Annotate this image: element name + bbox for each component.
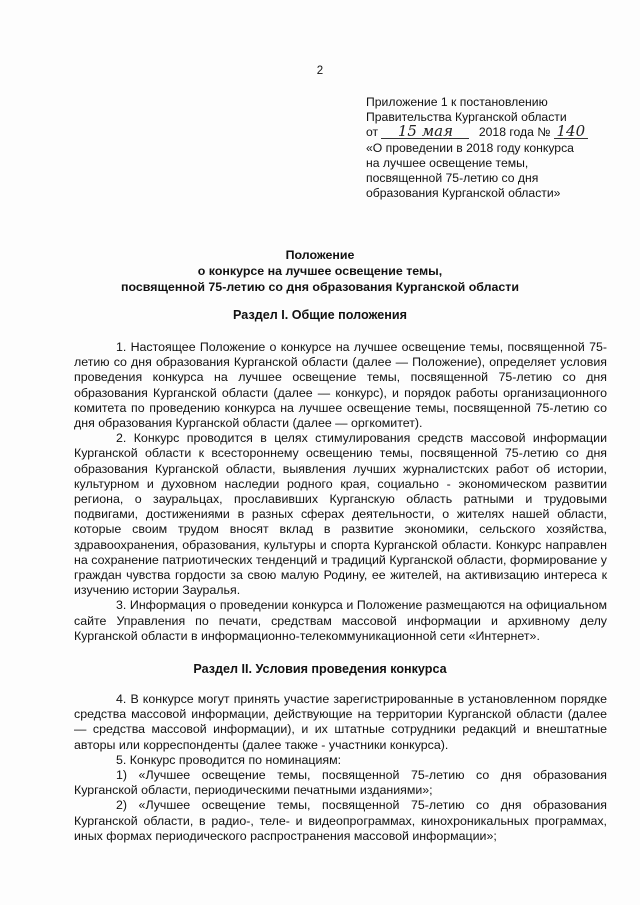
handwritten-date: 15 мая: [397, 122, 454, 141]
from-label: от: [366, 125, 379, 140]
paragraph-4: 4. В конкурсе могут принять участие зарегистрированные в установленном порядке средства массовой информации, действующие на территории Курганской области (далее — средства массовой информации), и их штатные сотрудники редакций и внештатные авторы или корреспонденты (далее также - участники конкурса).: [74, 692, 607, 752]
paragraph-2: 2. Конкурс проводится в целях стимулирования средств массовой информации Курганской области к всестороннему освещению темы, посвященной 75-летию со дня образования Курганской области, выявления лучших журналистских работ об истории, культурном и духовном наследии родного края, социально - экономическом развитии региона, о зауральцах, прославивших Курганскую область ратными и трудовыми подвигами, достижениями в разных сферах деятельности, о жителях нашей области, которые своим трудом вносят вклад в развитие экономики, сельского хозяйства, здравоохранения, образования, культуры и спорта Курганской области. Конкурс направлен на сохранение патриотических тенденций и традиций Курганской области, формирование у граждан чувства гордости за свою малую Родину, ее жителей, на активизацию интереса к изучению истории Зауралья.: [74, 431, 607, 598]
date-field: [381, 122, 469, 141]
paragraph-3: 3. Информация о проведении конкурса и Положение размещаются на официальном сайте Управления по печати, средствам массовой информации и архивному делу Курганской области в информационно-телекоммуникационной сети «Интернет».: [74, 598, 607, 643]
paragraph-5: 5. Конкурс проводится по номинациям:: [116, 752, 342, 767]
section-2-heading: Раздел II. Условия проведения конкурса: [193, 662, 447, 676]
appendix-line-5: на лучшее освещение темы,: [366, 155, 529, 170]
number-field: [554, 122, 588, 141]
paragraph-1: 1. Настоящее Положение о конкурсе на лучшее освещение темы, посвященной 75-летию со дня образования Курганской области (далее — Положение), определяет условия проведения конкурса на лучшее освещение темы, посвященной 75-летию со дня образования Курганской области (далее — конкурс), и порядок работы организационного комитета по проведению конкурса на лучшее освещение темы, посвященной 75-летию со дня образования Курганской области (далее — оргкомитет).: [74, 340, 607, 431]
paragraph-nomination-1: 1) «Лучшее освещение темы, посвященной 75-летию со дня образования Курганской области, периодическими печатными изданиями»;: [74, 768, 607, 798]
section-1-heading: Раздел I. Общие положения: [233, 308, 407, 322]
appendix-line-7: образования Курганской области»: [366, 186, 561, 201]
appendix-date-line: [366, 122, 626, 141]
appendix-block: [366, 95, 626, 201]
appendix-line-2: Правительства Курганской области: [366, 110, 567, 125]
paragraph-nomination-2: 2) «Лучшее освещение темы, посвященной 75-летию со дня образования Курганской области, в радио-, теле- и видеопрограммах, кинохроникальных программах, иных формах периодического распространения массовой информации»;: [74, 798, 607, 843]
year-text: 2018 года №: [478, 125, 551, 140]
title-line-1: Положение: [285, 248, 355, 262]
title-line-3: посвященной 75-летию со дня образования Курганской области: [121, 280, 519, 294]
document-title: [0, 247, 640, 295]
handwritten-number: 140: [556, 122, 586, 141]
title-line-2: о конкурсе на лучшее освещение темы,: [197, 264, 443, 278]
appendix-line-1: Приложение 1 к постановлению: [366, 95, 548, 109]
page-number: 2: [316, 65, 324, 77]
section-1-body: [74, 340, 607, 644]
appendix-line-4: «О проведении в 2018 году конкурса: [366, 140, 574, 155]
appendix-line-6: посвященной 75-летию со дня: [366, 171, 539, 186]
section-2-body: [74, 692, 607, 844]
